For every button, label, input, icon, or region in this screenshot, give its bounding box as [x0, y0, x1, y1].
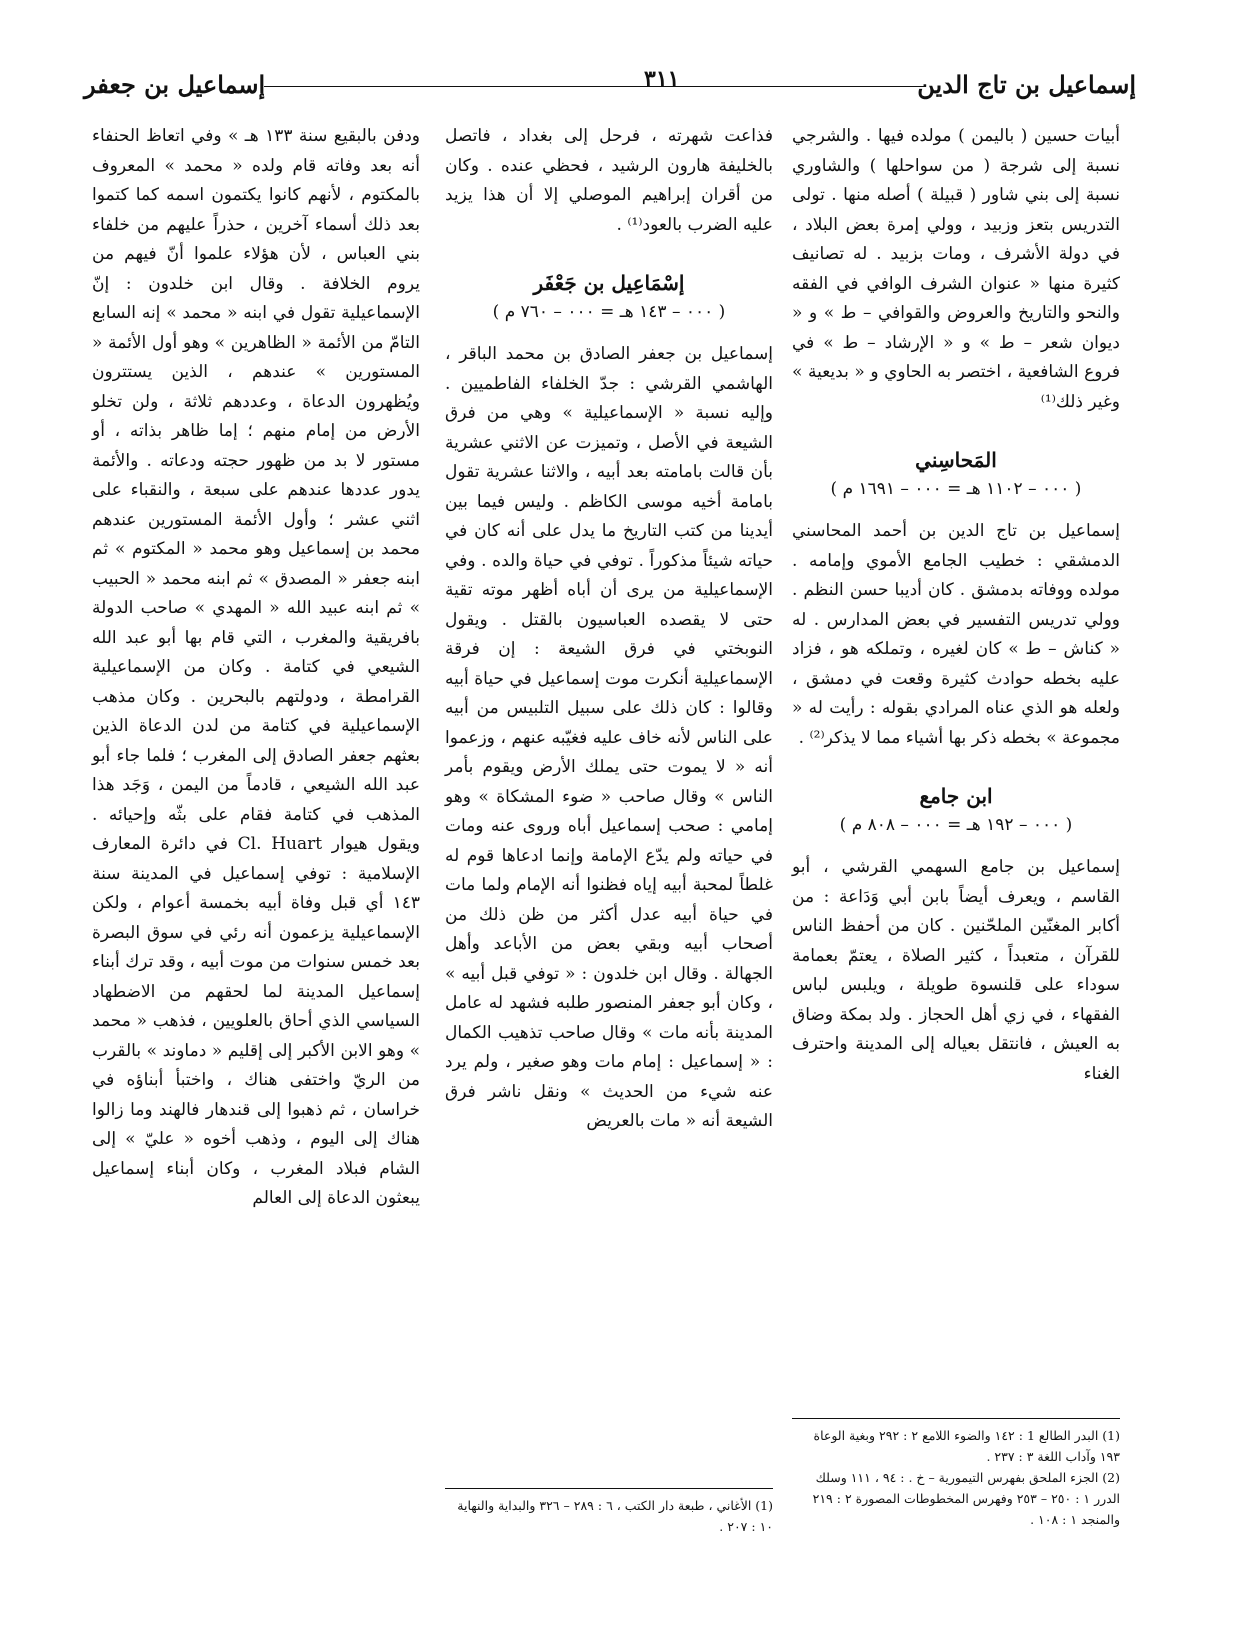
header-rule-left: [264, 86, 634, 87]
footnotes-middle: [445, 1474, 773, 1537]
header-right-title: إسماعيل بن تاج الدين: [917, 70, 1136, 99]
running-header: [84, 62, 1136, 114]
header-left-title: إسماعيل بن جعفر: [84, 70, 266, 99]
column-right: [792, 122, 1120, 1612]
entry-title-ismail-bin-jafar: إسْمَاعِيل بن جَعْفَر: [533, 271, 685, 295]
entry-dates-mahasini: ( ٠٠٠ – ١١٠٢ هـ = ٠٠٠ – ١٦٩١ م ): [830, 479, 1082, 499]
footnote-rule: [445, 1488, 773, 1489]
column-middle-intro: فذاعت شهرته ، فرحل إلى بغداد ، فاتصل بالخليفة هارون الرشيد ، فحظي عنده . وكان من أقران إبراهيم الموصلي إلا أن هذا يزيد عليه الضرب بالعود⁽¹⁾ .: [445, 126, 773, 235]
entry-text-ibn-jami: إسماعيل بن جامع السهمي القرشي ، أبو القاسم ، ويعرف أيضاً بابن أبي وَدَاعة : من أكابر المغنّين الملحّنين . كان من أحفظ الناس للقرآن ، متعبداً ، كثير الصلاة ، يعتمّ بعمامة سوداء على قلنسوة طويلة ، ويلبس لباس الفقهاء ، في زي أهل الحجاز . ولد بمكة وضاق به العيش ، فانتقل بعياله إلى المدينة واحترف الغناء: [792, 857, 1120, 1084]
entry-text-ismail-bin-jafar: إسماعيل بن جعفر الصادق بن محمد الباقر ، الهاشمي القرشي : جدّ الخلفاء الفاطميين . وإليه نسبة « الإسماعيلية » وهي من فرق الشيعة في الأصل ، وتميزت عن الاثني عشرية بأن قالت بامامته بعد أبيه ، والاثنا عشرية تقول بامامة أخيه موسى الكاظم . وليس فيما بين أيدينا من كتب التاريخ ما يدل على أنه كان في حياته شيئاً مذكوراً . توفي في حياة والده . وفي الإسماعيلية من يرى أن أباه أظهر موته تقية حتى لا يقصده العباسيون بالقتل . ويقول النوبختي في فرق الشيعة : إن فرقة الإسماعيلية أنكرت موت إسماعيل في حياة أبيه وقالوا : كان ذلك على سبيل التلبيس من أبيه على الناس لأنه خاف عليه فغيّبه عنهم ، وزعموا أنه « لا يموت حتى يملك الأرض ويقوم بأمر الناس » وقال صاحب « ضوء المشكاة » وهو إمامي : صحب إسماعيل أباه وروى عنه ومات في حياته ولم يدّع الإمامة وإنما ادعاها قوم له غلطاً لمحبة أبيه إياه فظنوا أنه الإمام ولما مات في حياة أبيه عدل أكثر من ظن ذلك من أصحاب أبيه وبقي بعض من الأباعد وأهل الجهالة . وقال ابن خلدون : « توفي قبل أبيه » ، وكان أبو جعفر المنصور طلبه فشهد له عامل المدينة بأنه مات » وقال صاحب تذهيب الكمال : « إسماعيل : إمام مات وهو صغير ، ولم يرد عنه شيء من الحديث » ونقل ناشر فرق الشيعة أنه « مات بالعريض: [445, 344, 773, 1131]
header-rule-right: [586, 86, 926, 87]
footnote-rule: [792, 1418, 1120, 1419]
entry-title-ibn-jami: ابن جامع: [919, 784, 993, 808]
footnotes-right: [792, 1404, 1120, 1530]
entry-title-mahasini: المَحاسِني: [915, 448, 997, 472]
entry-text-mahasini: إسماعيل بن تاج الدين بن أحمد المحاسني الدمشقي : خطيب الجامع الأموي وإمامه . مولده ووفاته بدمشق . كان أديبا حسن النظم . وولي تدريس التفسير في بعض المدارس . له « كناش – ط » كان لغيره ، وتملكه هو ، فزاد عليه بخطه حوادث كثيرة وقعت في دمشق ، ولعله هو الذي عناه المرادي بقوله : رأيت له « مجموعة » بخطه ذكر بها أشياء مما لا يذكر⁽²⁾ .: [792, 521, 1120, 748]
page-number: ٣١١: [644, 66, 680, 92]
column-left-text: ودفن بالبقيع سنة ١٣٣ هـ » وفي اتعاظ الحنفاء أنه بعد وفاته قام ولده « محمد » المعروف بالمكتوم ، لأنهم كانوا يكتمون اسمه كما كتموا بعد ذلك أسماء آخرين ، حذراً عليهم من خلفاء بني العباس ، لأن هؤلاء علموا أنّ فيهم من يروم الخلافة . وقال ابن خلدون : إنّ الإسماعيلية تقول في ابنه « محمد » إنه السابع التامّ من الأئمة « الظاهرين » وهو أول الأئمة « المستورين » عندهم ، الذين يستترون ويُظهرون الدعاة ، وعددهم ثلاثة ، ولن تخلو الأرض من إمام منهم ؛ إما ظاهر بذاته ، أو مستور لا بد من ظهور حجته ودعاته . والأئمة يدور عددها عندهم على سبعة ، والنقباء على اثني عشر ؛ وأول الأئمة المستورين عندهم محمد بن إسماعيل وهو محمد « المكتوم » ثم ابنه جعفر « المصدق » ثم ابنه محمد « الحبيب » ثم ابنه عبيد الله « المهدي » صاحب الدولة بافريقية والمغرب ، التي قام بها أبو عبد الله الشيعي في كتامة . وكان من الإسماعيلية القرامطة ، ودولتهم بالبحرين . وكان مذهب الإسماعيلية في كتامة من لدن الدعاة الذين بعثهم جعفر الصادق إلى المغرب ؛ فلما جاء أبو عبد الله الشيعي ، قادماً من اليمن ، وَجَد هذا المذهب في كتامة فقام على بثّه وإحيائه . ويقول هيوار Cl. Huart في دائرة المعارف الإسلامية : توفي إسماعيل في المدينة سنة ١٤٣ أي قبل وفاة أبيه بخمسة أعوام ، ولكن الإسماعيلية يزعمون أنه رئي في سوق البصرة بعد خمس سنوات من موت أبيه ، وقد ترك أبناء إسماعيل المدينة لما لحقهم من الاضطهاد السياسي الذي أحاق بالعلويين ، فذهب « محمد » وهو الابن الأكبر إلى إقليم « دماوند » بالقرب من الريّ واختفى هناك ، واختبأ أبناؤه في خراسان ، ثم ذهبوا إلى قندهار فالهند وما زالوا هناك إلى اليوم ، وذهب أخوه « عليّ » إلى الشام فبلاد المغرب ، وكان أبناء إسماعيل يبعثون الدعاة إلى العالم: [92, 126, 420, 1208]
entry-dates-ismail-bin-jafar: ( ٠٠٠ – ١٤٣ هـ = ٠٠٠ – ٧٦٠ م ): [492, 302, 726, 322]
column-left: [92, 122, 420, 1612]
footnote-1: (1) الأغاني ، طبعة دار الكتب ، ٦ : ٢٨٩ – ٣٢٦ والبداية والنهاية ١٠ : ٢٠٧ .: [457, 1498, 773, 1534]
entry-dates-ibn-jami: ( ٠٠٠ – ١٩٢ هـ = ٠٠٠ – ٨٠٨ م ): [839, 815, 1073, 835]
column-middle: [445, 122, 773, 1612]
column-right-intro: أبيات حسين ( باليمن ) مولده فيها . والشرجي نسبة إلى شرجة ( من سواحلها ) والشاوري نسبة إلى بني شاور ( قبيلة ) أصله منها . تولى التدريس بتعز وزبيد ، وولي إمرة بعض البلاد ، في دولة الأشرف ، ومات بزبيد . له تصانيف كثيرة منها « عنوان الشرف الوافي في الفقه والنحو والتاريخ والعروض والقوافي – ط » و « ديوان شعر – ط » و « الإرشاد – ط » في فروع الشافعية ، اختصر به الحاوي و « بديعية » وغير ذلك⁽¹⁾: [792, 126, 1120, 412]
footnote-1: (1) البدر الطالع 1 : ١٤٢ والضوء اللامع ٢ : ٢٩٢ وبغية الوعاة ١٩٣ وآداب اللغة ٣ : ٢٣٧ .: [813, 1428, 1120, 1464]
footnote-2: (2) الجزء الملحق بفهرس التيمورية – خ . : ٩٤ ، ١١١ وسلك الدرر ١ : ٢٥٠ – ٢٥٣ وفهرس المخطوطات المصورة ٢ : ٢١٩ والمنجد ١ : ١٠٨ .: [812, 1470, 1120, 1527]
